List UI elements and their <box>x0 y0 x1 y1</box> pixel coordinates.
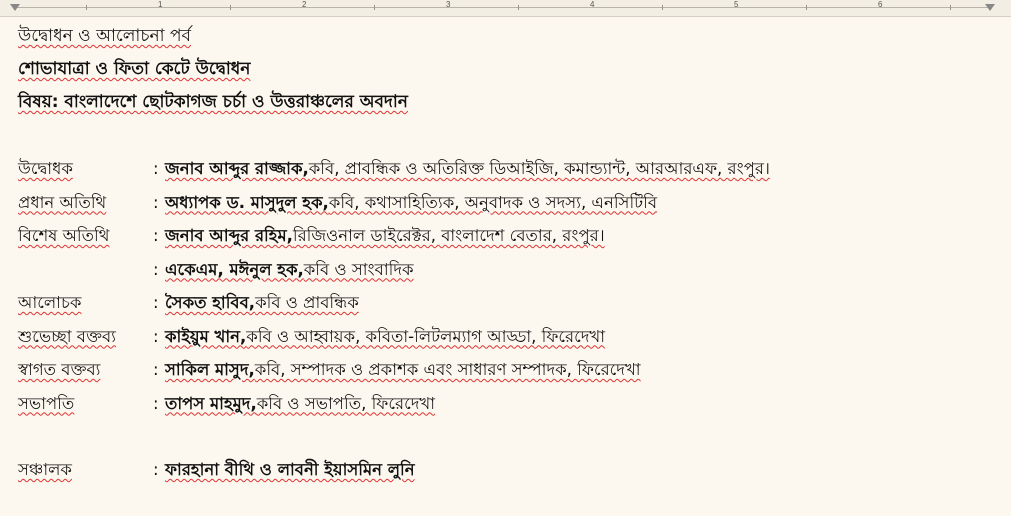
row-description: রিজিওনাল ডাইরেক্টর, বাংলাদেশ বেতার, রংপুর। <box>292 226 605 245</box>
horizontal-ruler[interactable] <box>0 0 1011 17</box>
row-label: উদ্বোধক <box>18 159 73 178</box>
row-colon: : <box>153 259 159 279</box>
row-colon: : <box>153 460 159 479</box>
ruler-number: 4 <box>590 0 595 9</box>
inauguration-text: শোভাযাত্রা ও ফিতা কেটে উদ্বোধন <box>18 59 251 79</box>
ruler-tick <box>86 5 87 10</box>
ruler-number: 1 <box>158 0 163 9</box>
program-row <box>18 253 998 287</box>
right-indent-marker[interactable] <box>985 4 995 11</box>
row-description: কবি, সম্পাদক ও প্রকাশক এবং সাধারণ সম্পাদক, ফিরেদেখা <box>254 360 641 379</box>
row-description: কবি ও আহ্বায়ক, কবিতা-লিটলম্যাগ আড্ডা, ফিরেদেখা <box>246 326 606 346</box>
row-name: সাকিল মাসুদ, <box>165 360 255 379</box>
row-label <box>18 253 153 287</box>
ruler-number: 5 <box>734 0 739 9</box>
row-description: কবি, কথাসাহিত্যিক, অনুবাদক ও সদস্য, এনসিটিবি <box>328 192 658 212</box>
row-name: সৈকত হাবিব, <box>165 293 256 312</box>
ruler-number: 6 <box>878 0 883 9</box>
ruler-number: 2 <box>302 0 307 9</box>
host-names: ফারহানা বীথি ও লাবনী ইয়াসমিন লুনি <box>165 460 415 479</box>
host-label: সঞ্চালক <box>18 460 72 479</box>
row-name: কাইয়ুম খান, <box>165 326 247 346</box>
row-description: কবি ও সাংবাদিক <box>303 259 414 279</box>
ruler-number: 3 <box>446 0 451 9</box>
program-section-title <box>18 20 998 53</box>
program-row <box>18 320 998 354</box>
blank-line <box>18 119 998 152</box>
host-row <box>18 453 998 487</box>
row-label: বিশেষ অতিথি <box>18 226 110 245</box>
row-colon: : <box>153 192 159 212</box>
left-indent-marker[interactable] <box>10 4 20 11</box>
row-label: আলোচক <box>18 293 82 312</box>
program-row <box>18 152 998 186</box>
program-row <box>18 219 998 253</box>
program-row <box>18 387 998 421</box>
ruler-tick <box>662 5 663 10</box>
subject-line <box>18 86 998 119</box>
row-colon: : <box>153 293 159 312</box>
row-colon: : <box>153 226 159 245</box>
section-title-text: উদ্বোধন ও আলোচনা পর্ব <box>18 26 192 46</box>
inauguration-line <box>18 53 998 86</box>
ruler-tick <box>518 5 519 10</box>
row-name: অধ্যাপক ড. মাসুদুল হক, <box>165 192 329 212</box>
row-label: সভাপতি <box>18 393 75 413</box>
row-label: শুভেচ্ছা বক্তব্য <box>18 326 116 346</box>
row-label: প্রধান অতিথি <box>18 192 107 212</box>
blank-line <box>18 420 998 453</box>
document-body[interactable] <box>18 20 998 487</box>
subject-text: বিষয়: বাংলাদেশে ছোটকাগজ চর্চা ও উত্তরাঞ্চলের অবদান <box>18 92 408 112</box>
row-label: স্বাগত বক্তব্য <box>18 360 101 379</box>
row-name: তাপস মাহমুদ, <box>165 393 257 413</box>
row-name: একেএম, মঈনুল হক, <box>165 259 304 279</box>
row-description: কবি ও সভাপতি, ফিরেদেখা <box>256 393 435 413</box>
ruler-tick <box>806 5 807 10</box>
program-row <box>18 186 998 220</box>
row-description: কবি, প্রাবন্ধিক ও অতিরিক্ত ডিআইজি, কমান্ড্যান্ট, আরআরএফ, রংপুর। <box>308 159 770 178</box>
row-name: জনাব আব্দুর রাজ্জাক, <box>165 159 309 178</box>
program-row <box>18 286 998 320</box>
row-description: কবি ও প্রাবন্ধিক <box>255 293 359 312</box>
row-colon: : <box>153 159 159 178</box>
row-colon: : <box>153 360 159 379</box>
ruler-tick <box>230 5 231 10</box>
row-name: জনাব আব্দুর রহিম, <box>165 226 293 245</box>
ruler-tick <box>950 5 951 10</box>
row-colon: : <box>153 393 159 413</box>
ruler-tick <box>374 5 375 10</box>
row-colon: : <box>153 326 159 346</box>
program-row <box>18 353 998 387</box>
